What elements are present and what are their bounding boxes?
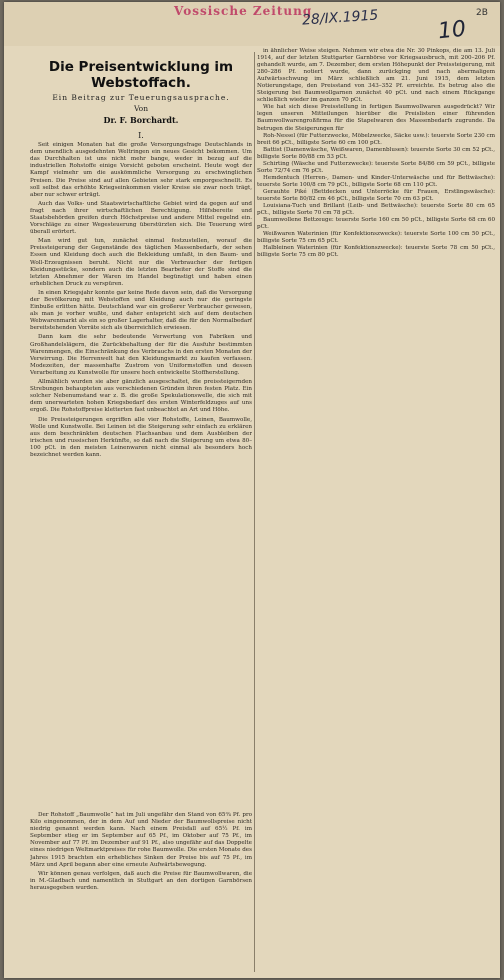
masthead: Vossische Zeitung: [174, 4, 313, 18]
left-column-bottom: [30, 812, 252, 972]
corner-number: 2B: [476, 8, 488, 18]
body-paragraph: In einen Kriegsjahr konnte gar keine Rede davon sein, daß die Versorgung der Bevölkerung mit Webstoffen und Kleidung auch nur die geringste Einbuße erlitten hätte. Deutschland war ein großerer Verbraucher gewesen, als man je vorher wußte, und daher entspricht sich auf dem deutschen Webwarenmarkt als ein so großer Lagerhalter, daß die für den Normalbedarf bereitstehenden Vorräte sich als überreichlich erwiesen.: [30, 289, 252, 332]
price-entry: Baumwollene Bettzeuge: teuerste Sorte 160 cm 50 pCt., billigste Sorte 68 cm 60 pCt.: [257, 217, 495, 231]
handwritten-number: 10: [436, 16, 468, 45]
body-paragraph: Auch das Volks- und Staatswirtschaftliche Gebiet wird da gegen auf und fragt nach ihrer wirtschaftlichen Berechtigung. Hilfsbereite und Staatsbehörden greifen durch Höchstpreise und andere Mittel regelnd ein. Vorschläge zu einer Wegesteuerung überstürzten sich. Die Teuerung wird überall erörtert.: [30, 200, 252, 236]
price-entry: Hemdentuch (Herren-, Damen- und Kinder-Unterwäsche und für Bettwäsche): teuerste Sorte 100/8 cm 79 pCt., billigste Sorte 68 cm 110 pCt.: [257, 174, 495, 188]
byline-von: Von: [133, 104, 149, 114]
article-author: Dr. F. Borchardt.: [103, 115, 179, 126]
newspaper-clipping: [4, 2, 500, 978]
price-entry: Gerauhte Piké (Bettdecken und Unterröcke für Frauen, Erstlingswäsche): teuerste Sorte 80/82 cm 46 pCt., billigste Sorte 70 cm 63 pCt.: [257, 188, 495, 202]
body-paragraph: Man wird gut tun, zunächst einmal festzustellen, worauf die Preissteigerung der Gegenstände des täglichen Massenbedarfs, der sehen Essen und Kleidung doch auch die Bekleidung umfaßt, in den Baum- und Woll-Erzeugnissen beruht. Nicht nur die Verbraucher der fertigen Kleidungsstücke, sondern auch die letzten Bearbeiter der Stoffe sind die letzten Abnehmer der Waren im Handel begünstigt und haben einen erheblichen Druck zu verspüren.: [30, 238, 252, 287]
price-entry: Battist (Damenwäsche, Weißwaren, Damenblusen): teuerste Sorte 30 cm 52 pCt., billigste Sorte 80/88 cm 53 pCt.: [257, 146, 495, 160]
article-title: Die Preisentwicklung im Webstoffach.: [48, 59, 234, 91]
price-entry: Louisiana-Tuch und Brillant (Leib- und Bettwäsche): teuerste Sorte 80 cm 65 pCt., billigste Sorte 70 cm 78 pCt.: [257, 203, 495, 217]
body-paragraph: Der Rohstoff „Baumwolle“ hat im Juli ungefähr den Stand von 65¾ Pf. pro Kilo eingenommen, der in dem Auf und Nieder der Baumwollspreise nicht niedrig genannt werden kann. Nach einem Preisfall auf 65½ Pf. im September stieg er im September auf 65 Pf., im Oktober auf 75 Pf., im November auf 77 Pf. im Dezember auf 91 Pf., also ungefähr auf das Doppelte eines niedrigen Weltmarktpreises für rohe Baumwolle. Die ersten Monate des Jahres 1915 brachten ein erhebliches Sinken der Preise bis auf 75 Pf., im März und April begann aber eine erneute Aufwärtsbewegung.: [30, 812, 252, 868]
price-entry: Roh-Nessel (für Futterzwecke, Möbelzwecke, Säcke usw.): teuerste Sorte 230 cm breit 66 pCt., billigste Sorte 60 cm 100 pCt.: [257, 132, 495, 146]
article-subtitle: Ein Beitrag zur Teuerungsausprache.: [52, 93, 230, 103]
column-divider: [254, 52, 255, 972]
right-column: [257, 48, 495, 458]
body-paragraph: Die Preissteigerungen ergriffen alle vier Rohstoffe, Leinen, Baumwolle, Wolle und Kunstwolle. Bei Leinen ist die Steigerung sehr einfach zu erklären aus dem beschränkten deutschen Flachsanbau und dem Ausbleiben der irischen und russischen Herkünfte, so daß nach die Steigerung um etwa 80–100 pCt. in den meisten Leinenwaren nicht einmal als besonders hoch bezeichnet werden kann.: [30, 416, 252, 458]
price-entry: Schirting (Wäsche und Futterzwecke): teuerste Sorte 84/86 cm 59 pCt., billigste Sorte 72/74 cm 76 pCt.: [257, 160, 495, 174]
section-number: I.: [138, 131, 144, 141]
handwritten-date: 28/IX.1915: [301, 7, 379, 29]
body-paragraph: Allmählich wurden sie aber gänzlich ausgeschaltet, die preissteigernden Strebungen behaupteten aus verschiedenen Gründen ihren festen Platz. Ein solcher Nebenumstand war z. B. die große Spekulationswelle, die sich mit dem unerwarteten hohen Kriegsbedarf des ersten Winterfeldzuges auf uns ergoß. Die Rohstoffpreise kletterten fast unbeachtet an Art und Höhe.: [30, 379, 252, 414]
body-paragraph: Dann kam die sehr bedeutende Verwertung von Fabriken und Großhandelslägern, die Zurückbehaltung der für die Ausfuhr bestimmten Warenmengen, die Einschränkung des Verbrauchs in den ersten Monaten der Verwirrung. Die Herrenwelt hat den Kleidungsmarkt zu kaufen verfassen. Modezeiten, der massenhafte Zustrom von Uniformstoffen und dessen Verarbeitung zu Kunstwolle für unsere hoch entwickelte Stoffherstellung.: [30, 334, 252, 376]
body-paragraph: Wir können genau verfolgen, daß auch die Preise für Baumwollwaren, die in M.-Gladbach und namentlich in Stuttgart an den dortigen Garnbörsen herausgegeben wurden.: [30, 870, 252, 891]
price-entry: Weißwaren Waterinien (für Konfektionszwecke): teuerste Sorte 100 cm 50 pCt., billigste Sorte 75 cm 65 pCt.: [257, 231, 495, 245]
body-paragraph: Seit einigen Monaten hat die große Versorgungsfrage Deutschlands in dem unendlich ausgedehnten Weltringen ein neues Gesicht bekommen. Um das Durchhalten ist uns nicht mehr bange, weder in bezug auf die industriellen Rohstoffe einige Vorsicht geboten erscheint. Heute wogt der Kampf vielmehr um die auskömmliche Versorgung zu erschwinglichen Preisen. Die Preise sind auf allen Gebieten sehr stark emporgeschnellt. Es soll selbst das erhöhte Kriegseinkommen vieler Kreise sie zwar noch trägt, aber nur schwer erträgt.: [30, 142, 252, 198]
price-entry: Halbleinen Waterinien (für Konfektionszwecke): teuerste Sorte 78 cm 50 pCt., billigste Sorte 75 cm 80 pCt.: [257, 245, 495, 259]
body-paragraph: in ähnlicher Weise steigen. Nehmen wir etwa die Nr. 30 Pinkops, die am 13. Juli 1914, auf der letzten Stuttgarter Garnbörse vor Kriegsausbruch, mit 200–206 Pf. gehandelt wurde, am 7. Dezember, dem ersten Höhepunkt der Preissteigerung, mit 280–286 Pf. notiert wurde, dann zurückging und nach abermaligem Aufwärtsschwung im März schließlich am 21. Juni 1915, dem letzten Notierungstage, den Preisstand von 343–352 Pf. erreichte. Es betrug also die Steigerung bei Baumwollgarnen zunächst 40 pCt. und nach einem Rückgange schließlich wieder im ganzen 70 pCt.: [257, 48, 495, 104]
body-paragraph: Wie hat sich diese Preisstellung in fertigen Baumwollwaren ausgedrückt? Wir legen unseren Mitteilungen hierüber die Preislisten einer führenden Baumwollwarengroßfirma für die Stapelwaren des Massenbedarfs zugrunde. Da betrugen die Steigerungen für: [257, 104, 495, 132]
